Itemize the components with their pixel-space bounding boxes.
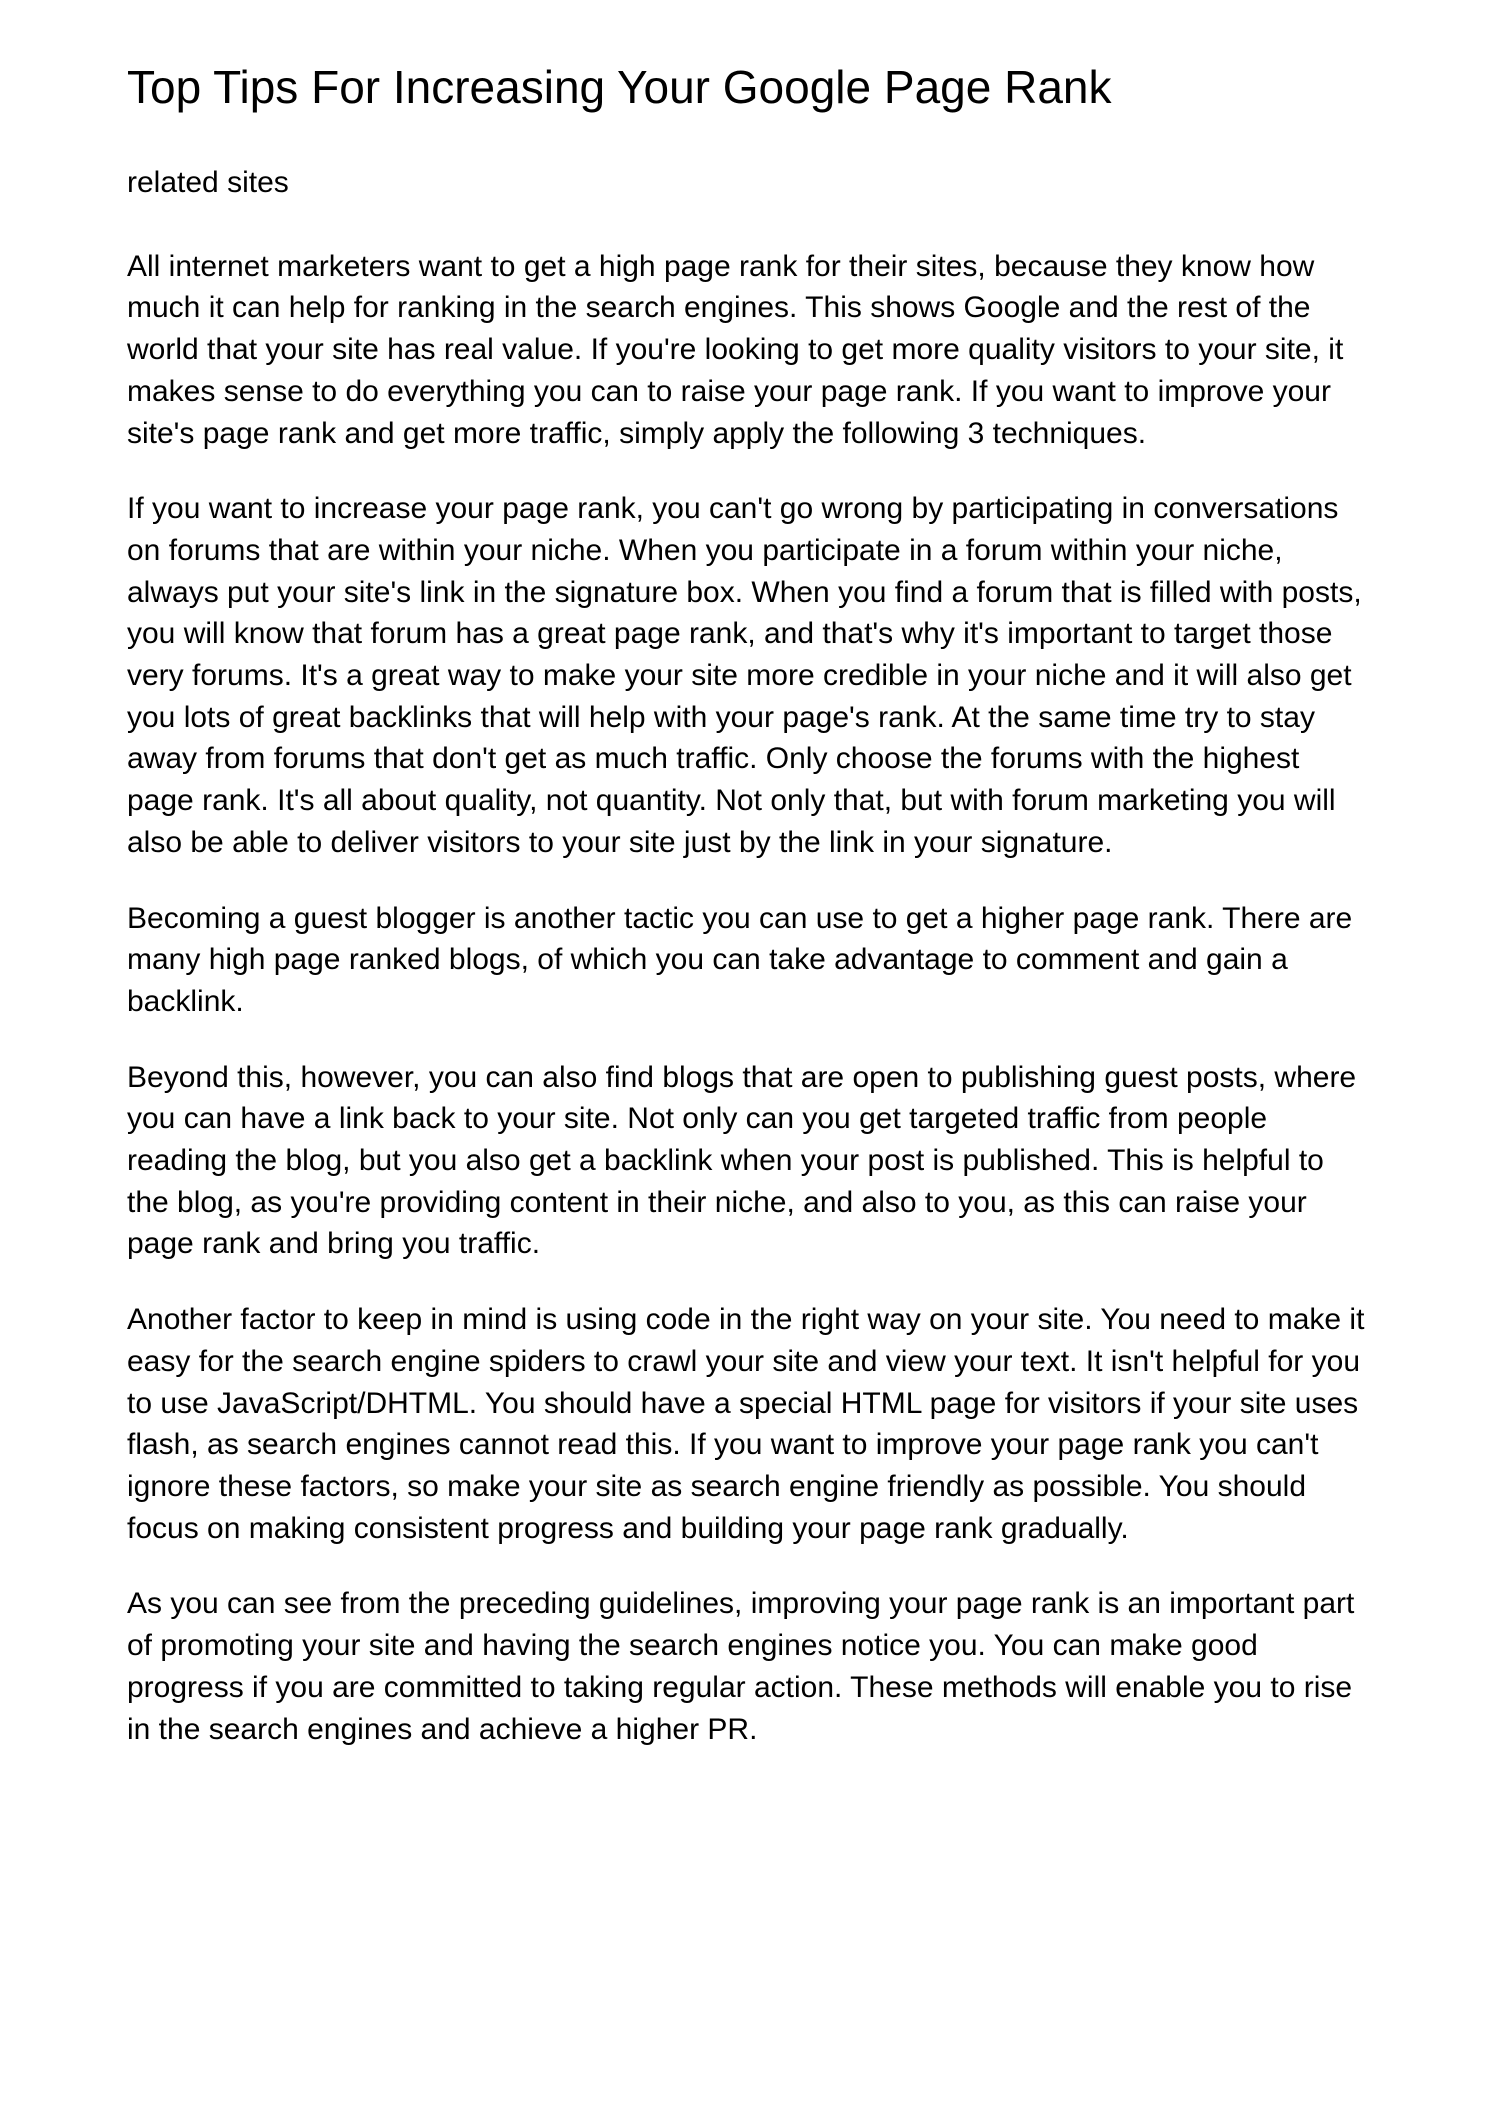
- article: [127, 59, 1373, 1750]
- paragraph: Another factor to keep in mind is using code in the right way on your site. You need to make it easy for the search engine spiders to crawl your site and view your text. It isn't helpful for you to use JavaScript/DHTML. You should have a special HTML page for visitors if your site uses flash, as search engines cannot read this. If you want to improve your page rank you can't ignore these factors, so make your site as search engine friendly as possible. You should focus on making consistent progress and building your page rank gradually.: [127, 1303, 1365, 1545]
- article-body: [127, 246, 1373, 1751]
- paragraph: As you can see from the preceding guidelines, improving your page rank is an important part of promoting your site and having the search engines notice you. You can make good progress if you are committed to taking regular action. These methods will enable you to rise in the search engines and achieve a higher PR.: [127, 1587, 1355, 1746]
- paragraph: All internet marketers want to get a high page rank for their sites, because they know how much it can help for ranking in the search engines. This shows Google and the rest of the world that your site has real value. If you're looking to get more quality visitors to your site, it makes sense to do everything you can to raise your page rank. If you want to improve your site's page rank and get more traffic, simply apply the following 3 techniques.: [127, 249, 1344, 450]
- paragraph: Becoming a guest blogger is another tactic you can use to get a higher page rank. There are many high page ranked blogs, of which you can take advantage to comment and gain a backlink.: [127, 901, 1353, 1018]
- page-title: Top Tips For Increasing Your Google Page Rank: [127, 61, 1112, 113]
- related-sites-label: related sites: [127, 166, 289, 199]
- paragraph: If you want to increase your page rank, you can't go wrong by participating in conversations on forums that are within your niche. When you participate in a forum within your niche, always put your site's link in the signature box. When you find a forum that is filled with posts, you will know that forum has a great page rank, and that's why it's important to target those very forums. It's a great way to make your site more credible in your niche and it will also get you lots of great backlinks that will help with your page's rank. At the same time try to stay away from forums that don't get as much traffic. Only choose the forums with the highest page rank. It's all about quality, not quantity. Not only that, but with forum marketing you will also be able to deliver visitors to your site just by the link in your signature.: [127, 492, 1362, 859]
- paragraph: Beyond this, however, you can also find blogs that are open to publishing guest posts, where you can have a link back to your site. Not only can you get targeted traffic from people reading the blog, but you also get a backlink when your post is published. This is helpful to the blog, as you're providing content in their niche, and also to you, as this can raise your page rank and bring you traffic.: [127, 1060, 1357, 1261]
